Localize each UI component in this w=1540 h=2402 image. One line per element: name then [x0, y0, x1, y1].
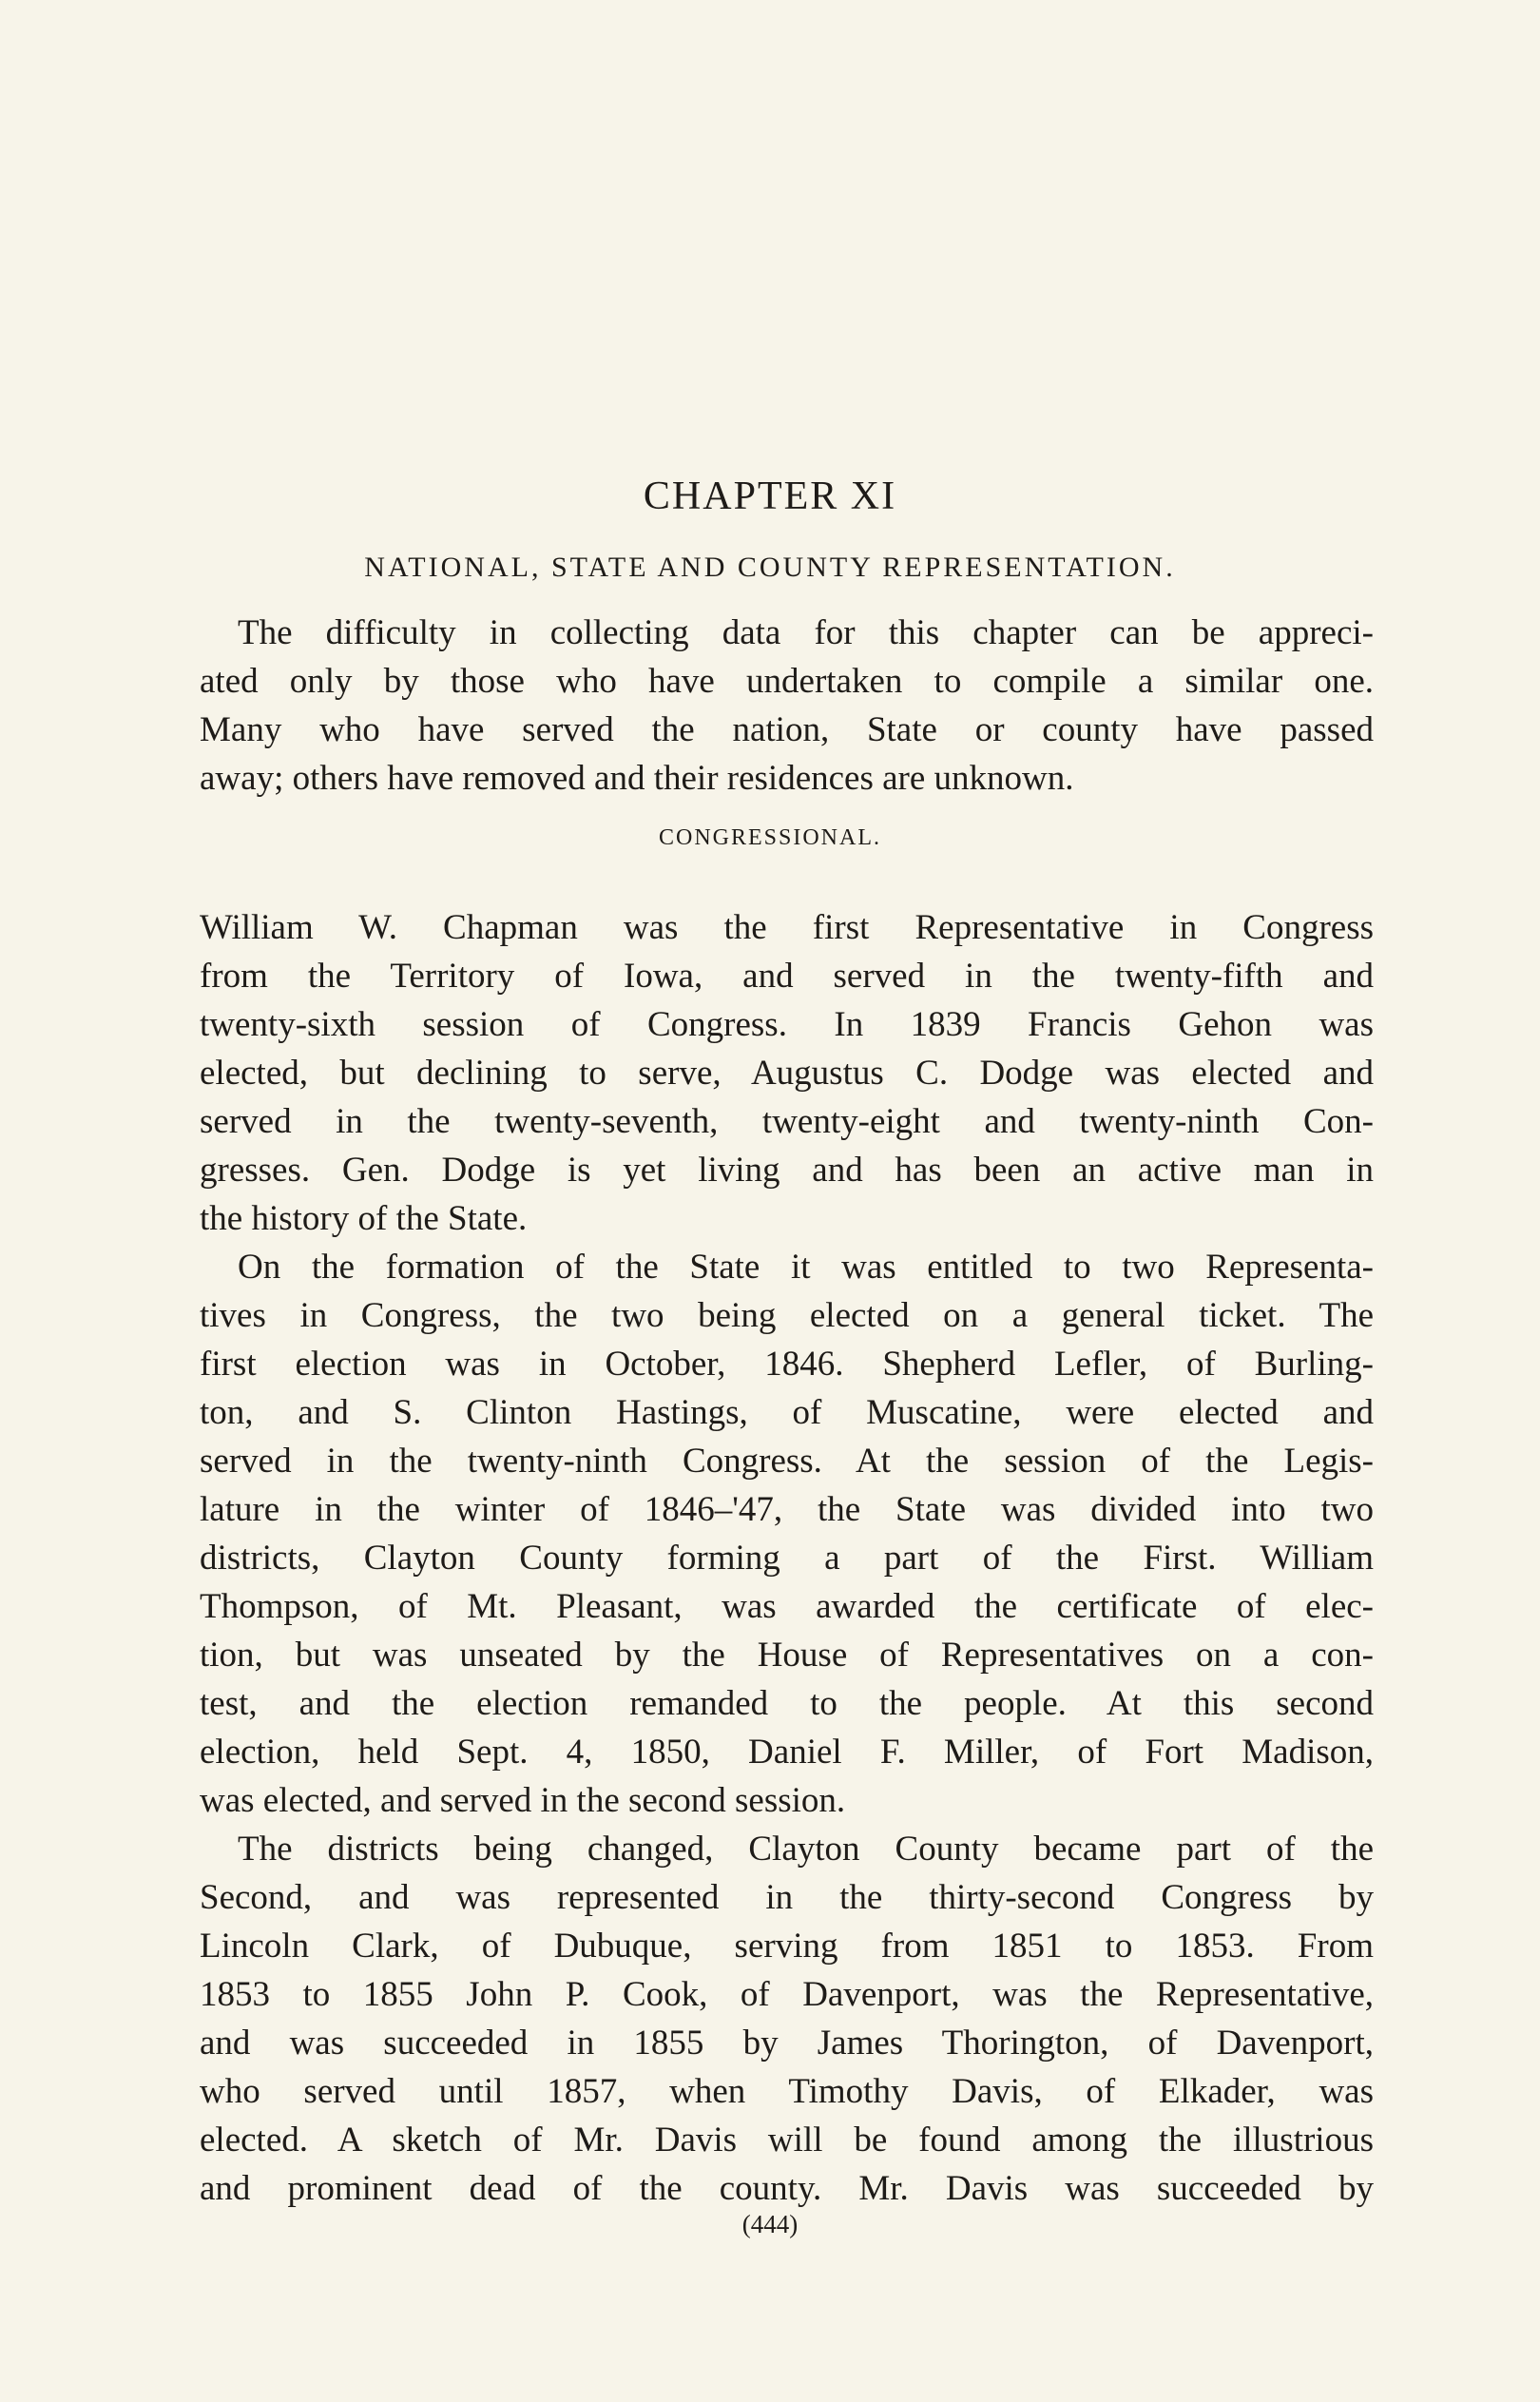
text-line: ated only by those who have undertaken to compile a similar one.	[200, 662, 1374, 701]
text-line: The difficulty in collecting data for this chapter can be appreci-	[238, 613, 1374, 652]
text-line: lature in the winter of 1846–'47, the State was divided into two	[200, 1490, 1374, 1529]
text-line: test, and the election remanded to the people. At this second	[200, 1684, 1374, 1723]
paragraph	[200, 1825, 1374, 2213]
congressional-text	[200, 903, 1374, 2213]
page-number: (444)	[741, 2210, 799, 2238]
paragraph	[200, 1243, 1374, 1825]
section-heading: CONGRESSIONAL.	[658, 825, 881, 850]
text-line: On the formation of the State it was entitled to two Representa-	[238, 1248, 1374, 1287]
text-line: elected. A sketch of Mr. Davis will be found among the illustrious	[200, 2121, 1374, 2160]
text-line: Second, and was represented in the thirty-second Congress by	[200, 1878, 1374, 1917]
text-line: and was succeeded in 1855 by James Thorington, of Davenport,	[200, 2024, 1374, 2063]
chapter-subtitle: NATIONAL, STATE AND COUNTY REPRESENTATION.	[364, 552, 1176, 583]
text-line: and prominent dead of the county. Mr. Davis was succeeded by	[200, 2169, 1374, 2208]
text-line: gresses. Gen. Dodge is yet living and has been an active man in	[200, 1151, 1374, 1190]
text-line: first election was in October, 1846. Shepherd Lefler, of Burling-	[200, 1345, 1374, 1384]
text-line: the history of the State.	[200, 1199, 528, 1238]
text-line: Thompson, of Mt. Pleasant, was awarded the certificate of elec-	[200, 1587, 1374, 1626]
chapter-title: CHAPTER XI	[643, 475, 897, 518]
text-line: election, held Sept. 4, 1850, Daniel F. Miller, of Fort Madison,	[200, 1733, 1374, 1772]
text-line: Many who have served the nation, State or county have passed	[200, 710, 1374, 749]
paragraph	[200, 903, 1374, 1243]
text-line: ton, and S. Clinton Hastings, of Muscatine, were elected and	[200, 1393, 1374, 1432]
text-line: who served until 1857, when Timothy Davis, of Elkader, was	[200, 2072, 1374, 2111]
text-line: served in the twenty-seventh, twenty-eight and twenty-ninth Con-	[200, 1102, 1374, 1141]
text-line: twenty-sixth session of Congress. In 1839 Francis Gehon was	[200, 1005, 1374, 1044]
text-line: William W. Chapman was the first Representative in Congress	[200, 908, 1374, 947]
text-line: was elected, and served in the second session.	[200, 1781, 846, 1820]
text-line: elected, but declining to serve, Augustus C. Dodge was elected and	[200, 1054, 1374, 1093]
text-line: The districts being changed, Clayton County became part of the	[238, 1830, 1374, 1869]
text-line: Lincoln Clark, of Dubuque, serving from 1851 to 1853. From	[200, 1927, 1374, 1966]
intro-paragraph	[200, 609, 1374, 803]
text-line: from the Territory of Iowa, and served in the twenty-fifth and	[200, 957, 1374, 996]
text-line: districts, Clayton County forming a part of the First. William	[200, 1539, 1374, 1578]
text-line: tives in Congress, the two being elected on a general ticket. The	[200, 1296, 1374, 1335]
text-line: away; others have removed and their residences are unknown.	[200, 759, 1074, 798]
text-line: served in the twenty-ninth Congress. At the session of the Legis-	[200, 1442, 1374, 1481]
text-line: 1853 to 1855 John P. Cook, of Davenport, was the Representative,	[200, 1975, 1374, 2014]
text-line: tion, but was unseated by the House of Representatives on a con-	[200, 1636, 1374, 1675]
